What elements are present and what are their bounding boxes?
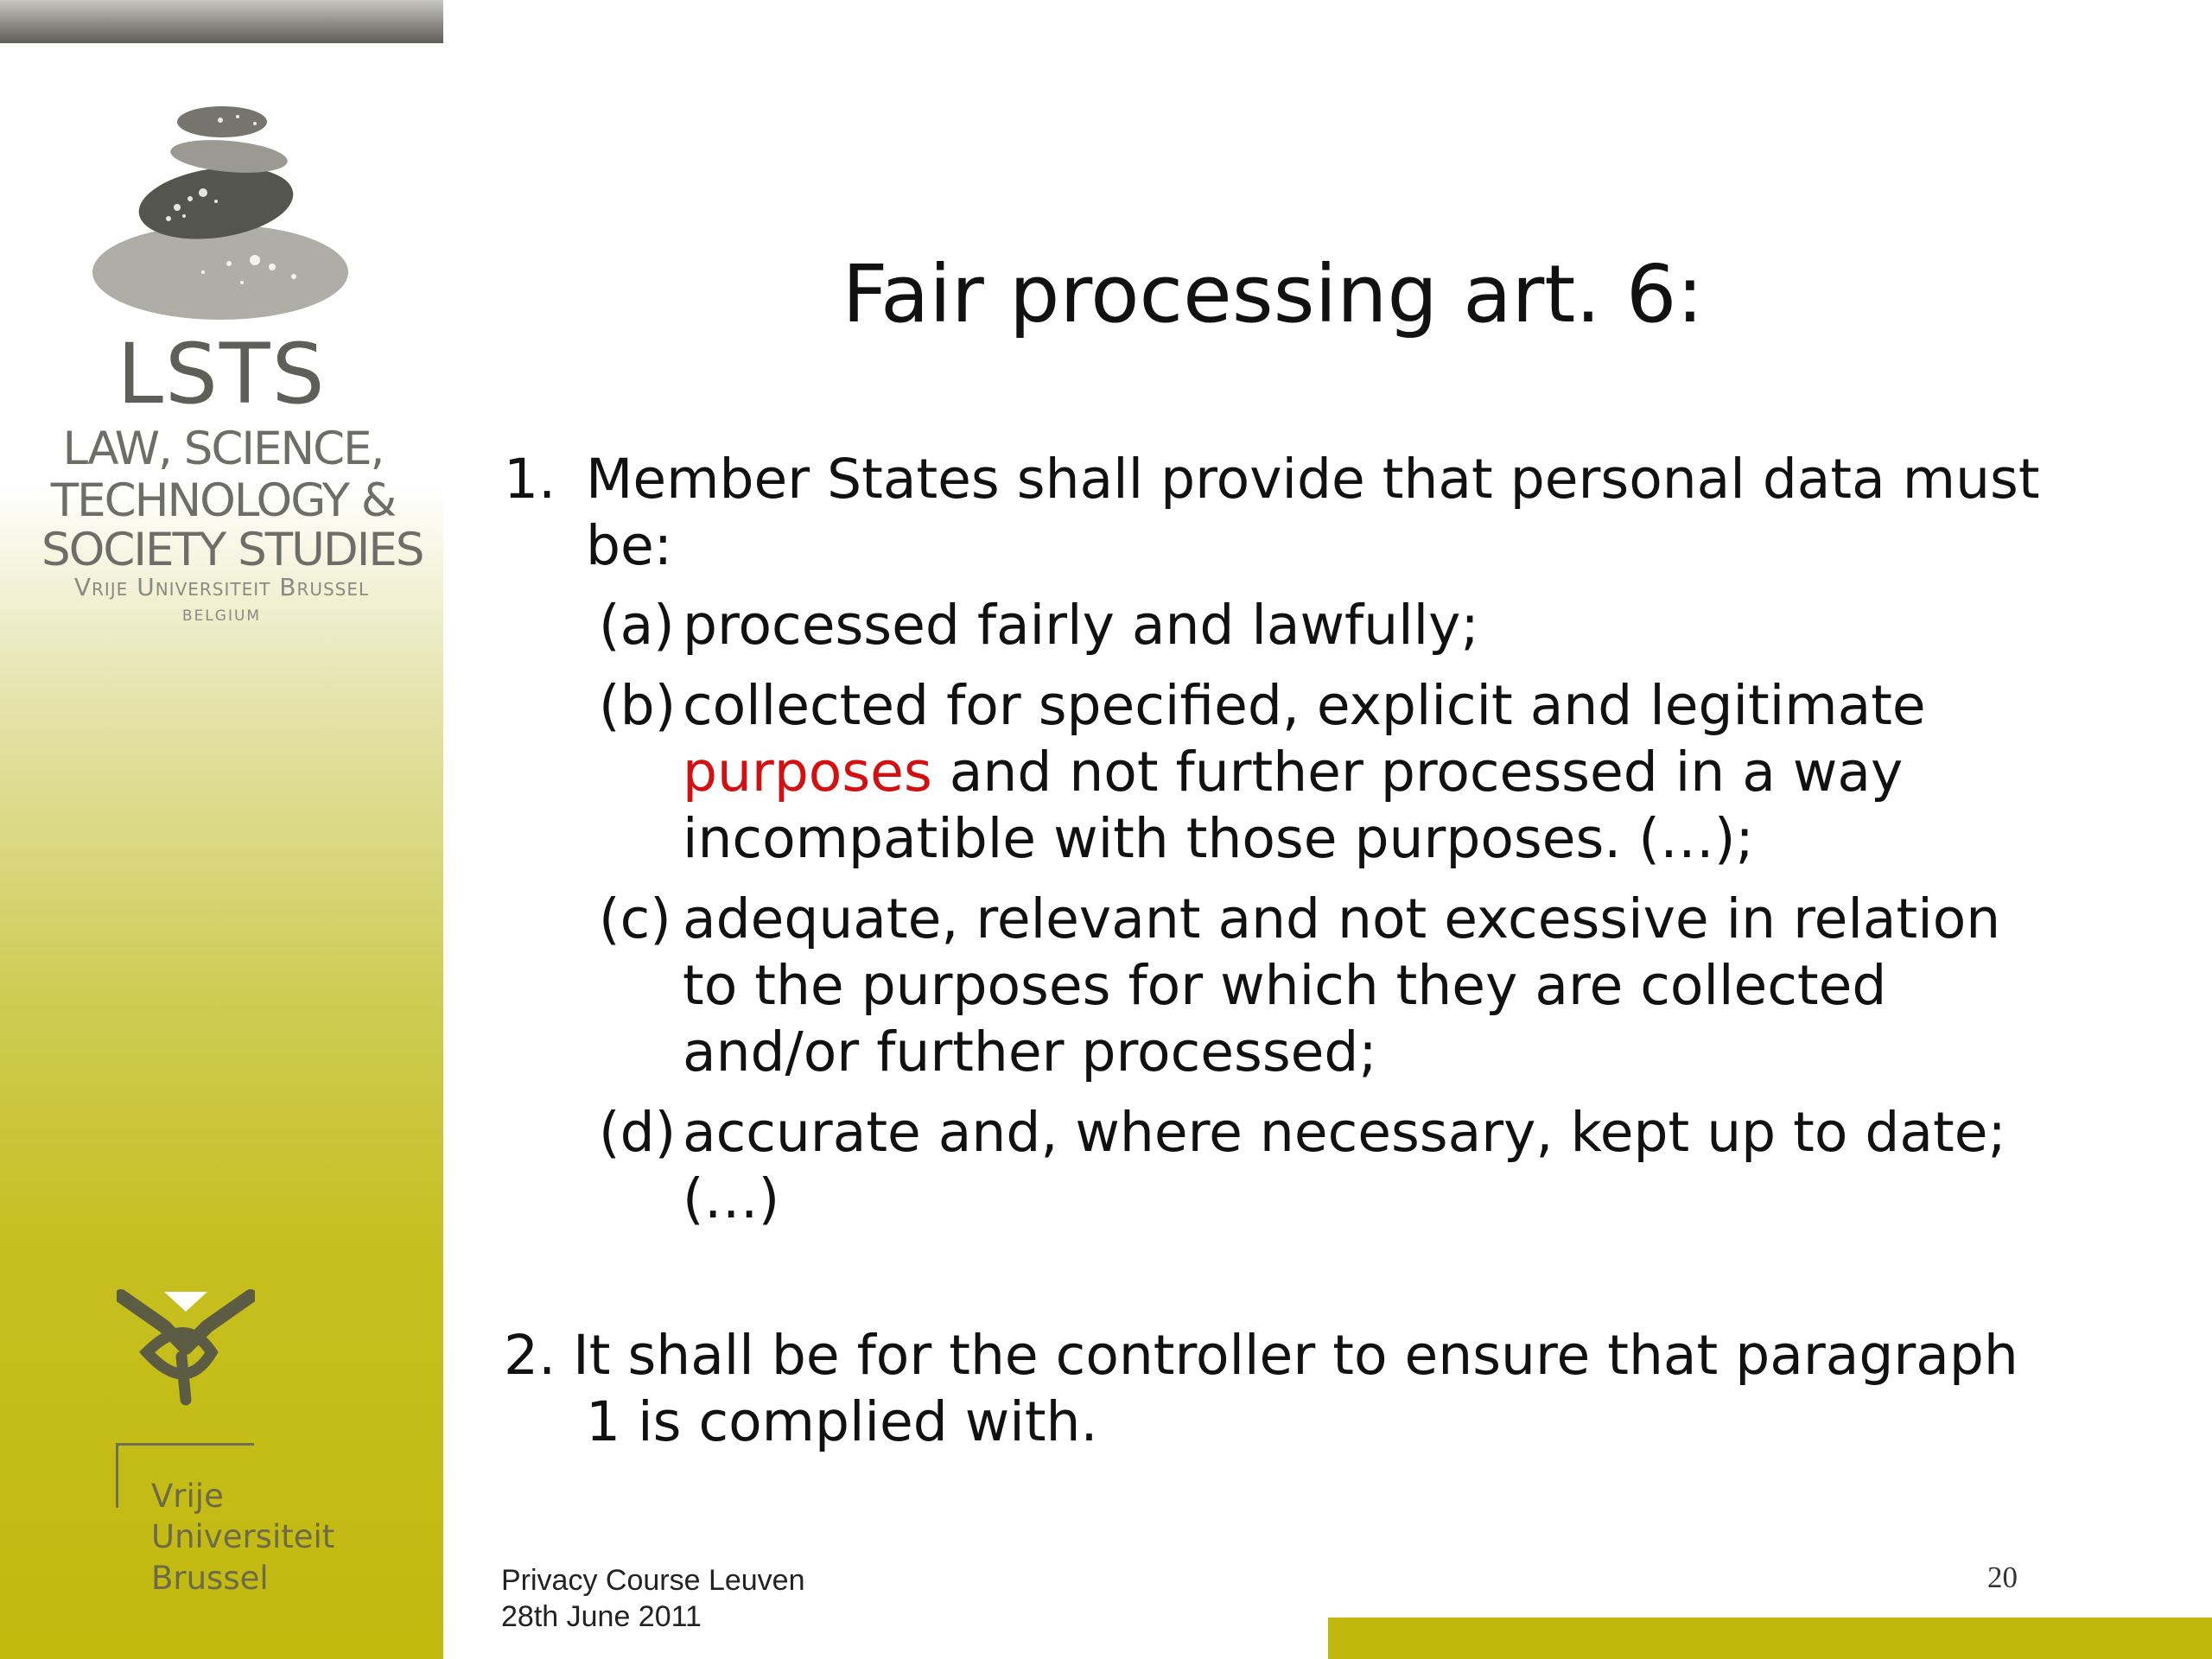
sidebar-top-bar <box>0 0 443 43</box>
vub-logo-line2: Universiteit <box>151 1518 335 1555</box>
page-number: 20 <box>1987 1560 2018 1594</box>
vub-logo-line3: Brussel <box>151 1560 269 1597</box>
stacked-stones-icon <box>82 99 359 333</box>
item-c-line2: to the purposes for which they are collected <box>683 954 1887 1017</box>
footer-date: 28th June 2011 <box>501 1600 702 1633</box>
item-b-line2 <box>683 741 1904 804</box>
paragraph-1-number: 1. <box>504 448 556 511</box>
lsts-logo-university: Vrije Universiteit Brussel <box>73 573 370 601</box>
lsts-logo-line2: TECHNOLOGY & <box>50 474 396 527</box>
item-a-label: (a) <box>599 594 675 657</box>
item-c-label: (c) <box>599 887 671 950</box>
vub-logo-frame-horizontal <box>116 1443 254 1446</box>
paragraph-2-line1: 2. It shall be for the controller to ensure that paragraph <box>504 1324 2018 1387</box>
lsts-logo-line1: LAW, SCIENCE, <box>62 423 384 475</box>
purposes-highlight: purposes <box>683 741 932 804</box>
sidebar <box>0 0 443 1659</box>
item-b-line2-rest: and not further processed in a way <box>931 741 1904 804</box>
paragraph-1-line2: be: <box>586 514 672 577</box>
lsts-logo-line3: SOCIETY STUDIES <box>41 524 423 576</box>
item-d-line1: accurate and, where necessary, kept up to date; <box>683 1101 2006 1164</box>
slide-title: Fair processing art. 6: <box>842 248 1704 340</box>
footer-accent-bar <box>1328 1618 2212 1659</box>
footer-course: Privacy Course Leuven <box>501 1564 805 1597</box>
vub-logo-frame-vertical <box>116 1443 118 1508</box>
item-b-line3: incompatible with those purposes. (…); <box>683 807 1754 870</box>
item-d-label: (d) <box>599 1101 677 1164</box>
paragraph-2-line2: 1 is complied with. <box>586 1390 1098 1453</box>
lsts-logo-country: BELGIUM <box>181 607 262 625</box>
item-c-line3: and/or further processed; <box>683 1020 1377 1084</box>
vub-logo-line1: Vrije <box>151 1478 224 1515</box>
item-d-line2: (…) <box>683 1167 780 1230</box>
paragraph-1-line1: Member States shall provide that personal data must <box>586 448 2040 511</box>
vub-emblem-icon <box>117 1287 255 1408</box>
item-b-line1: collected for specified, explicit and legitimate <box>683 674 1926 737</box>
lsts-logo-title: LSTS <box>117 326 327 423</box>
item-a-line1: processed fairly and lawfully; <box>683 594 1479 657</box>
item-c-line1: adequate, relevant and not excessive in relation <box>683 887 2001 950</box>
item-b-label: (b) <box>599 674 677 737</box>
